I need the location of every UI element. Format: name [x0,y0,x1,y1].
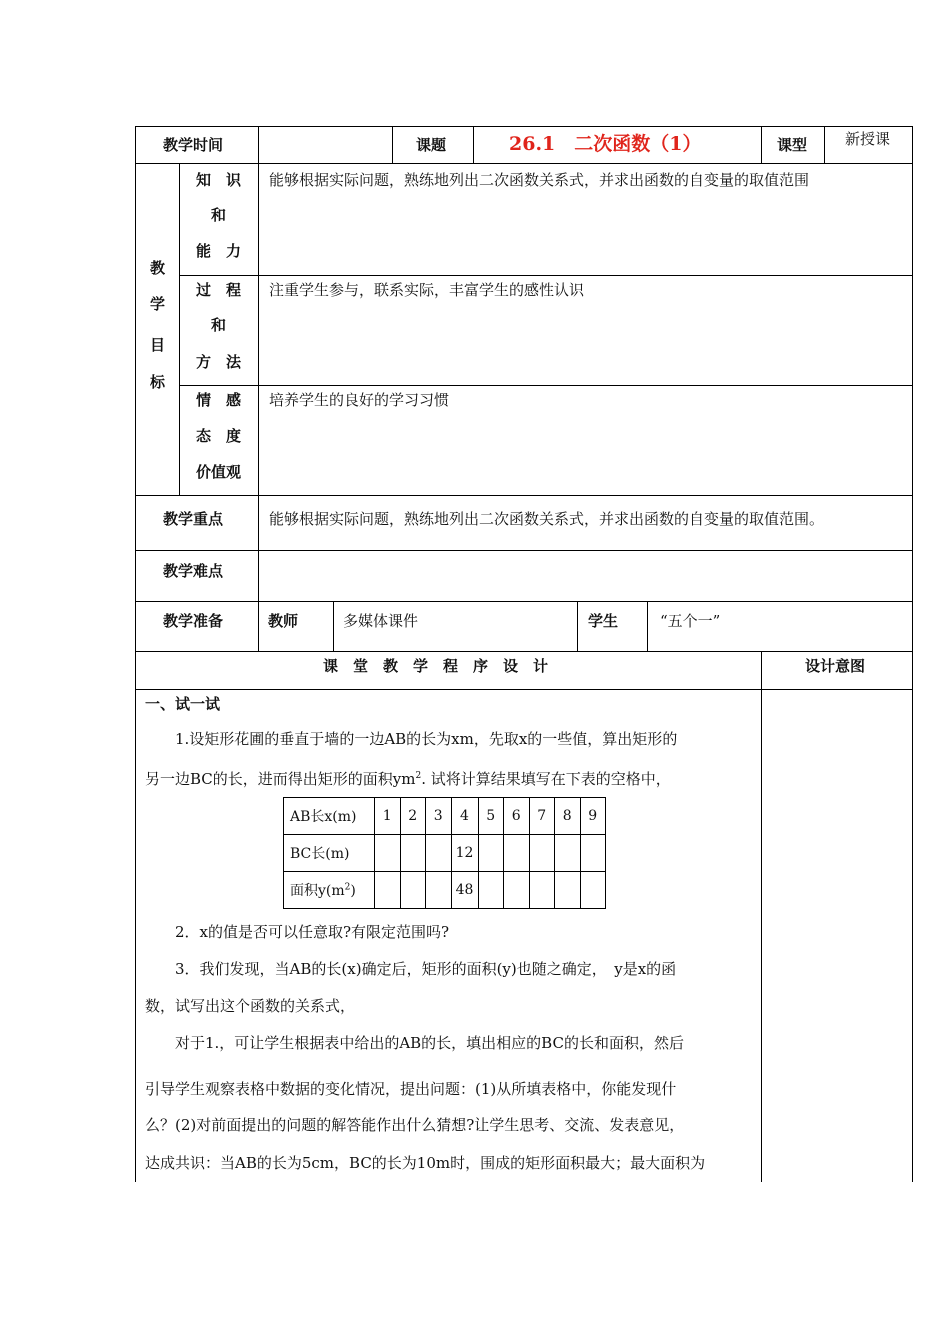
objective-knowledge-label: 能 力 [196,242,242,260]
table-row [284,798,606,835]
table-cell: 5 [478,798,504,835]
table-cell [478,835,504,872]
objectives-label-char: 目 [150,336,166,354]
objective-attitude-label: 价值观 [196,463,242,481]
col-divider [761,651,762,1182]
design-intent-label: 设计意图 [805,657,866,675]
table-row [284,835,606,872]
question-1-line-1: 1.设矩形花圃的垂直于墙的一边AB的长为xm，先取x的一些值，算出矩形的 [175,730,678,748]
col-divider [824,126,825,163]
objective-attitude-label: 态 度 [196,427,242,445]
row-label-text: 面积y(m [290,883,345,899]
table-row [284,872,606,909]
row-divider [135,163,913,164]
table-cell: 3 [426,798,452,835]
table-cell [375,872,401,909]
table-cell [426,835,452,872]
question-3-line-2: 数，试写出这个函数的关系式， [145,997,356,1015]
objective-knowledge-content: 能够根据实际问题，熟练地列出二次函数关系式，并求出函数的自变量的取值范围 [269,171,810,189]
row-label: AB长x(m) [284,798,375,835]
preparation-label: 教学准备 [163,612,224,630]
col-divider [179,163,180,495]
table-cell [529,835,555,872]
table-cell [555,835,581,872]
question-1-cont [145,758,751,798]
question-3-line-1: 3．我们发现，当AB的长(x)确定后，矩形的面积(y)也随之确定， y是x的函 [175,960,677,978]
objective-attitude-content: 培养学生的良好的学习习惯 [269,391,450,409]
topic-label: 课题 [416,136,447,154]
objective-knowledge-label: 和 [211,206,227,224]
student-label: 学生 [588,612,619,630]
table-cell: 1 [375,798,401,835]
question-1-line-2-end: . 试将计算结果填写在下表的空格中， [421,770,671,788]
teacher-label: 教师 [268,612,299,630]
row-divider [179,275,913,276]
objectives-label-char: 学 [150,295,166,313]
guidance-line-4: 达成共识：当AB的长为5cm，BC的长为10m时，围成的矩形面积最大；最大面积为 [145,1154,706,1172]
difficulty-label: 教学难点 [163,562,224,580]
question-1-line-2: 另一边BC的长，进而得出矩形的面积ym [145,770,416,788]
objective-process-label: 和 [211,316,227,334]
teacher-value: 多媒体课件 [343,612,419,630]
guidance-line-3: 么？(2)对前面提出的问题的解答能作出什么猜想?让学生思考、交流、发表意见， [145,1116,685,1134]
row-divider [179,385,913,386]
col-divider [258,126,259,163]
table-cell [400,872,426,909]
guidance-line-1: 对于1.，可让学生根据表中给出的AB的长，填出相应的BC的长和面积，然后 [175,1034,684,1052]
table-cell [504,872,530,909]
objectives-label-char: 标 [150,373,166,391]
student-value: “五个一” [660,612,721,630]
table-cell: 4 [451,798,478,835]
objective-process-label: 过 程 [196,281,242,299]
topic-value: 26.1 二次函数（1） [509,133,702,155]
objective-knowledge-label: 知 识 [196,171,242,189]
key-point-label: 教学重点 [163,510,224,528]
table-cell [504,835,530,872]
objective-process-content: 注重学生参与，联系实际，丰富学生的感性认识 [269,281,585,299]
table-cell [426,872,452,909]
table-cell: 7 [529,798,555,835]
col-divider [258,163,259,651]
guidance-line-2: 引导学生观察表格中数据的变化情况，提出问题：(1)从所填表格中，你能发现什 [145,1080,677,1098]
superscript: 2 [344,882,351,893]
col-divider [473,126,474,163]
time-label: 教学时间 [163,136,224,154]
row-divider [135,689,913,690]
objectives-label-char: 教 [150,259,166,277]
section-title: 一、试一试 [145,695,221,713]
table-cell [555,872,581,909]
table-cell [580,835,606,872]
row-divider [135,651,913,652]
table-cell: 6 [504,798,530,835]
calculation-table [283,797,606,909]
table-cell: 2 [400,798,426,835]
table-cell: 8 [555,798,581,835]
table-cell [580,872,606,909]
type-label: 课型 [777,136,808,154]
row-label-text: ) [350,883,356,899]
table-cell [400,835,426,872]
row-divider [135,495,913,496]
table-cell [529,872,555,909]
key-point-content: 能够根据实际问题，熟练地列出二次函数关系式，并求出函数的自变量的取值范围。 [269,510,825,528]
design-title: 课 堂 教 学 程 序 设 计 [323,657,549,675]
table-cell [478,872,504,909]
col-divider [761,126,762,163]
col-divider [577,601,578,651]
row-label [284,872,375,909]
table-cell: 9 [580,798,606,835]
row-divider [135,601,913,602]
superscript: 2 [415,771,422,781]
question-1 [145,721,751,758]
col-divider [392,126,393,163]
question-2: 2．x的值是否可以任意取?有限定范围吗? [175,923,450,941]
objective-process-label: 方 法 [196,353,242,371]
table-cell [375,835,401,872]
row-label: BC长(m) [284,835,375,872]
table-cell: 12 [451,835,478,872]
type-value: 新授课 [845,130,891,148]
col-divider [647,601,648,651]
table-cell: 48 [451,872,478,909]
row-divider [135,550,913,551]
col-divider [333,601,334,651]
objective-attitude-label: 情 感 [196,391,242,409]
